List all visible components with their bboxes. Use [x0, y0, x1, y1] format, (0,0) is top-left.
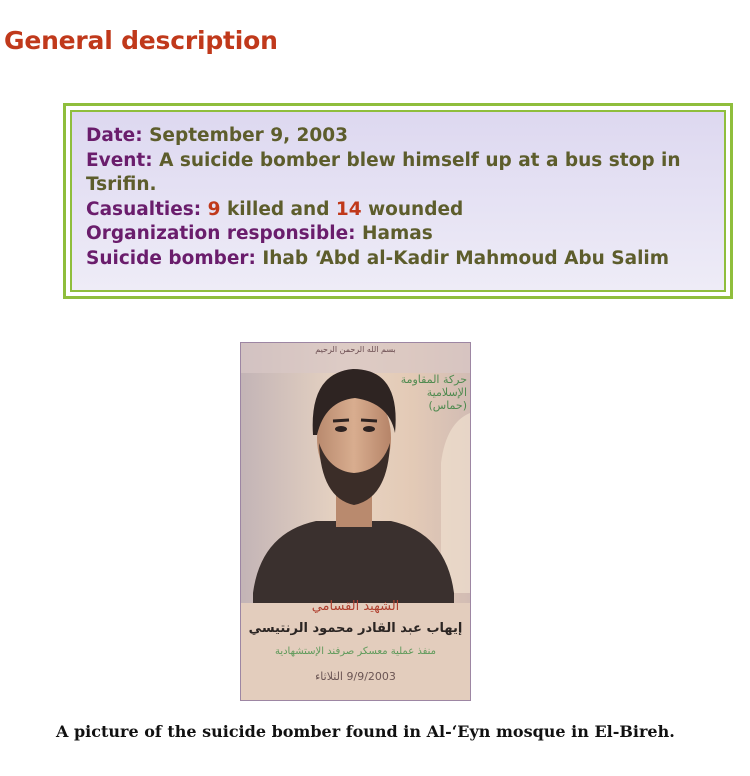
bomber-poster-image [240, 342, 471, 701]
bomber-label: Suicide bomber: [86, 247, 256, 269]
date-value: September 9, 2003 [142, 125, 349, 146]
organization-line [86, 222, 710, 247]
date-label: Date: [86, 125, 143, 146]
event-line [86, 149, 710, 198]
incident-info-content [70, 110, 726, 292]
poster-top-banner: بسم الله الرحمن الرحيم [315, 345, 396, 354]
poster-name: إيهاب عبد القادر محمود الرنتيسي [248, 621, 463, 636]
photo-caption: A picture of the suicide bomber found in Al-‘Eyn mosque in El-Bireh. [56, 722, 675, 741]
poster-title: الشهيد القسامي [311, 599, 400, 614]
event-label: Event: [86, 149, 153, 171]
incident-info-box [63, 103, 733, 299]
event-value: A suicide bomber blew himself up at a bus stop in Tsrifin. [86, 149, 681, 195]
bomber-line [86, 247, 710, 272]
killed-count: 9 [207, 198, 221, 220]
section-heading: General description [4, 26, 278, 55]
killed-text: killed and [220, 198, 336, 220]
casualties-line [86, 198, 710, 223]
poster-movement-text: حركة المقاومة الإسلامية (حماس) [400, 373, 467, 412]
poster-date: 9/9/2003 الثلاثاء [315, 670, 396, 683]
bomber-value: Ihab ‘Abd al-Kadir Mahmoud Abu Salim [255, 247, 670, 269]
wounded-text: wounded [361, 198, 464, 220]
organization-label: Organization responsible: [86, 223, 356, 244]
poster-operation: منفذ عملية معسكر صرفند الإستشهادية [274, 646, 437, 657]
wounded-count: 14 [335, 198, 362, 220]
date-line [86, 124, 710, 149]
organization-value: Hamas [355, 223, 433, 244]
casualties-label: Casualties: [86, 198, 202, 220]
